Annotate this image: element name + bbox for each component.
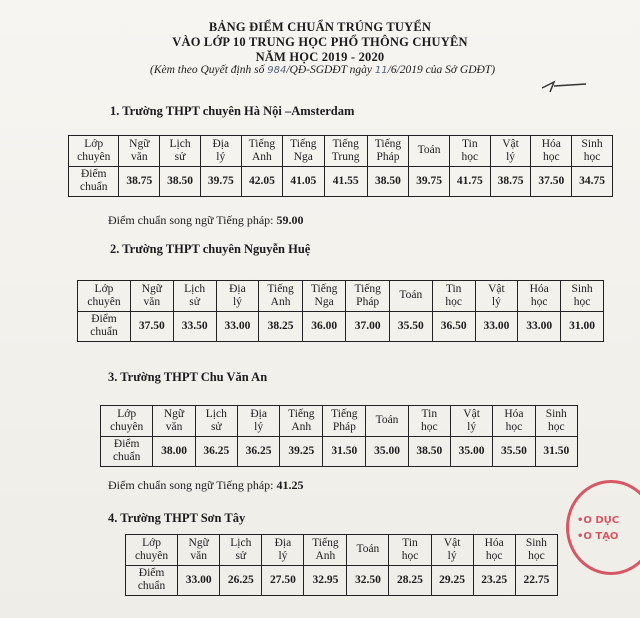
subject-header-cell: Ngữ văn — [153, 406, 195, 437]
official-stamp — [566, 480, 640, 575]
score-value-cell: 31.50 — [323, 436, 366, 467]
score-value-cell: 33.00 — [178, 565, 220, 596]
row-header-cell: Lớp chuyên — [78, 281, 131, 312]
subtitle-part-a: (Kèm theo Quyết định số — [150, 64, 265, 76]
subject-header-cell: Tin học — [389, 535, 431, 566]
row-label-cell: Điểm chuẩn — [126, 565, 178, 596]
score-table-1 — [68, 135, 613, 197]
subject-header-cell: Ngữ văn — [178, 535, 220, 566]
score-value-cell: 36.25 — [237, 436, 279, 467]
subject-header-cell: Lịch sử — [220, 535, 262, 566]
subject-header-cell: Toán — [389, 281, 432, 312]
score-row — [101, 436, 578, 467]
score-value-cell: 33.50 — [173, 311, 216, 342]
subtitle-decision-number: 984 — [267, 65, 287, 76]
score-value-cell: 32.50 — [347, 565, 389, 596]
subject-header-cell: Địa lý — [237, 406, 279, 437]
subtitle-date: 11 — [374, 65, 388, 76]
subject-header-cell: Tin học — [408, 406, 450, 437]
score-value-cell: 33.00 — [475, 311, 518, 342]
section-heading-3: 3. Trường THPT Chu Văn An — [108, 370, 268, 384]
score-value-cell: 41.55 — [324, 166, 367, 197]
doc-title-line1: BẢNG ĐIỂM CHUẨN TRÚNG TUYỂN — [208, 20, 432, 34]
subject-header-cell: Sinh học — [515, 535, 557, 566]
score-value-cell: 22.75 — [515, 565, 557, 596]
subject-header-cell: Lịch sử — [173, 281, 216, 312]
subject-header-cell: Tiếng Nga — [302, 281, 346, 312]
stamp-line2: •O TẠO — [577, 531, 619, 542]
score-value-cell: 32.95 — [304, 565, 347, 596]
subject-header-cell: Sinh học — [535, 406, 577, 437]
row-header-cell: Lớp chuyên — [126, 535, 178, 566]
row-label-cell: Điểm chuẩn — [69, 166, 119, 197]
score-value-cell: 36.00 — [302, 311, 346, 342]
note-label: Điểm chuẩn song ngữ Tiếng pháp: — [108, 478, 274, 492]
subject-header-cell: Toán — [409, 136, 450, 167]
score-value-cell: 38.75 — [490, 166, 531, 197]
score-value-cell: 37.00 — [346, 311, 390, 342]
score-value-cell: 33.00 — [518, 311, 561, 342]
score-value-cell: 41.05 — [283, 166, 324, 197]
score-value-cell: 42.05 — [241, 166, 282, 197]
score-value-cell: 36.25 — [195, 436, 237, 467]
note-value: 41.25 — [276, 478, 304, 492]
doc-subtitle — [150, 64, 570, 76]
score-value-cell: 28.25 — [389, 565, 431, 596]
score-value-cell: 31.50 — [535, 436, 577, 467]
subject-header-cell: Vật lý — [450, 406, 492, 437]
score-value-cell: 35.50 — [389, 311, 432, 342]
score-table-2 — [77, 280, 604, 342]
stamp-line1: •O DỤC — [577, 515, 620, 526]
row-header-cell: Lớp chuyên — [69, 136, 119, 167]
score-value-cell: 33.00 — [216, 311, 259, 342]
subject-header-cell: Toán — [366, 406, 408, 437]
subject-header-cell: Hóa học — [531, 136, 572, 167]
score-value-cell: 38.75 — [119, 166, 160, 197]
subject-header-cell: Địa lý — [216, 281, 259, 312]
subject-header-cell: Tiếng Anh — [280, 406, 323, 437]
subject-header-cell: Tiếng Trung — [324, 136, 367, 167]
subject-header-cell: Hóa học — [473, 535, 515, 566]
row-header-cell: Lớp chuyên — [101, 406, 153, 437]
score-value-cell: 27.50 — [262, 565, 304, 596]
subject-header-cell: Hóa học — [518, 281, 561, 312]
section-heading-2: 2. Trường THPT chuyên Nguyễn Huệ — [110, 242, 311, 256]
score-value-cell: 41.75 — [449, 166, 490, 197]
score-value-cell: 38.25 — [259, 311, 303, 342]
row-label-cell: Điểm chuẩn — [78, 311, 131, 342]
score-value-cell: 38.50 — [367, 166, 408, 197]
section-note-1 — [108, 213, 304, 228]
subject-header-cell: Vật lý — [431, 535, 473, 566]
score-value-cell: 35.50 — [493, 436, 535, 467]
header-row — [78, 281, 604, 312]
header-row — [101, 406, 578, 437]
score-value-cell: 37.50 — [531, 166, 572, 197]
section-heading-1: 1. Trường THPT chuyên Hà Nội –Amsterdam — [110, 104, 355, 118]
score-value-cell: 36.50 — [432, 311, 475, 342]
score-value-cell: 26.25 — [220, 565, 262, 596]
subject-header-cell: Tin học — [449, 136, 490, 167]
subject-header-cell: Sinh học — [572, 136, 613, 167]
score-table-4 — [125, 534, 558, 596]
score-value-cell: 34.75 — [572, 166, 613, 197]
subject-header-cell: Toán — [347, 535, 389, 566]
score-value-cell: 38.50 — [408, 436, 450, 467]
subject-header-cell: Tiếng Pháp — [367, 136, 408, 167]
subject-header-cell: Tiếng Anh — [259, 281, 303, 312]
section-note-3 — [108, 478, 304, 493]
section-heading-4: 4. Trường THPT Sơn Tây — [108, 511, 246, 525]
score-row — [69, 166, 613, 197]
score-value-cell: 31.00 — [561, 311, 604, 342]
score-value-cell: 39.75 — [200, 166, 241, 197]
score-row — [126, 565, 558, 596]
score-table-3 — [100, 405, 578, 467]
score-value-cell: 39.75 — [409, 166, 450, 197]
subject-header-cell: Lịch sử — [195, 406, 237, 437]
score-row — [78, 311, 604, 342]
doc-title-line3: NĂM HỌC 2019 - 2020 — [255, 50, 385, 64]
header-row — [126, 535, 558, 566]
score-value-cell: 39.25 — [280, 436, 323, 467]
subtitle-part-c: /6/2019 của Sở GDĐT) — [387, 64, 496, 76]
score-value-cell: 38.00 — [153, 436, 195, 467]
subject-header-cell: Tiếng Pháp — [346, 281, 390, 312]
subject-header-cell: Ngữ văn — [119, 136, 160, 167]
subject-header-cell: Tiếng Nga — [283, 136, 324, 167]
note-value: 59.00 — [276, 213, 304, 227]
subject-header-cell: Địa lý — [200, 136, 241, 167]
header-row — [69, 136, 613, 167]
score-value-cell: 38.50 — [160, 166, 201, 197]
score-value-cell: 35.00 — [450, 436, 492, 467]
doc-title-line2: VÀO LỚP 10 TRUNG HỌC PHỔ THÔNG CHUYÊN — [172, 35, 468, 49]
row-label-cell: Điểm chuẩn — [101, 436, 153, 467]
score-value-cell: 29.25 — [431, 565, 473, 596]
subject-header-cell: Tiếng Anh — [241, 136, 282, 167]
score-value-cell: 35.00 — [366, 436, 408, 467]
score-value-cell: 37.50 — [130, 311, 173, 342]
subject-header-cell: Ngữ văn — [130, 281, 173, 312]
score-value-cell: 23.25 — [473, 565, 515, 596]
subject-header-cell: Tiếng Anh — [304, 535, 347, 566]
pen-scribble-mark — [540, 78, 590, 94]
subject-header-cell: Lịch sử — [160, 136, 201, 167]
subject-header-cell: Vật lý — [490, 136, 531, 167]
subject-header-cell: Tin học — [432, 281, 475, 312]
subject-header-cell: Địa lý — [262, 535, 304, 566]
subject-header-cell: Sinh học — [561, 281, 604, 312]
note-label: Điểm chuẩn song ngữ Tiếng pháp: — [108, 213, 274, 227]
subject-header-cell: Hóa học — [493, 406, 535, 437]
subject-header-cell: Vật lý — [475, 281, 518, 312]
subject-header-cell: Tiếng Pháp — [323, 406, 366, 437]
subtitle-part-b: /QĐ-SGDĐT ngày — [286, 64, 373, 76]
